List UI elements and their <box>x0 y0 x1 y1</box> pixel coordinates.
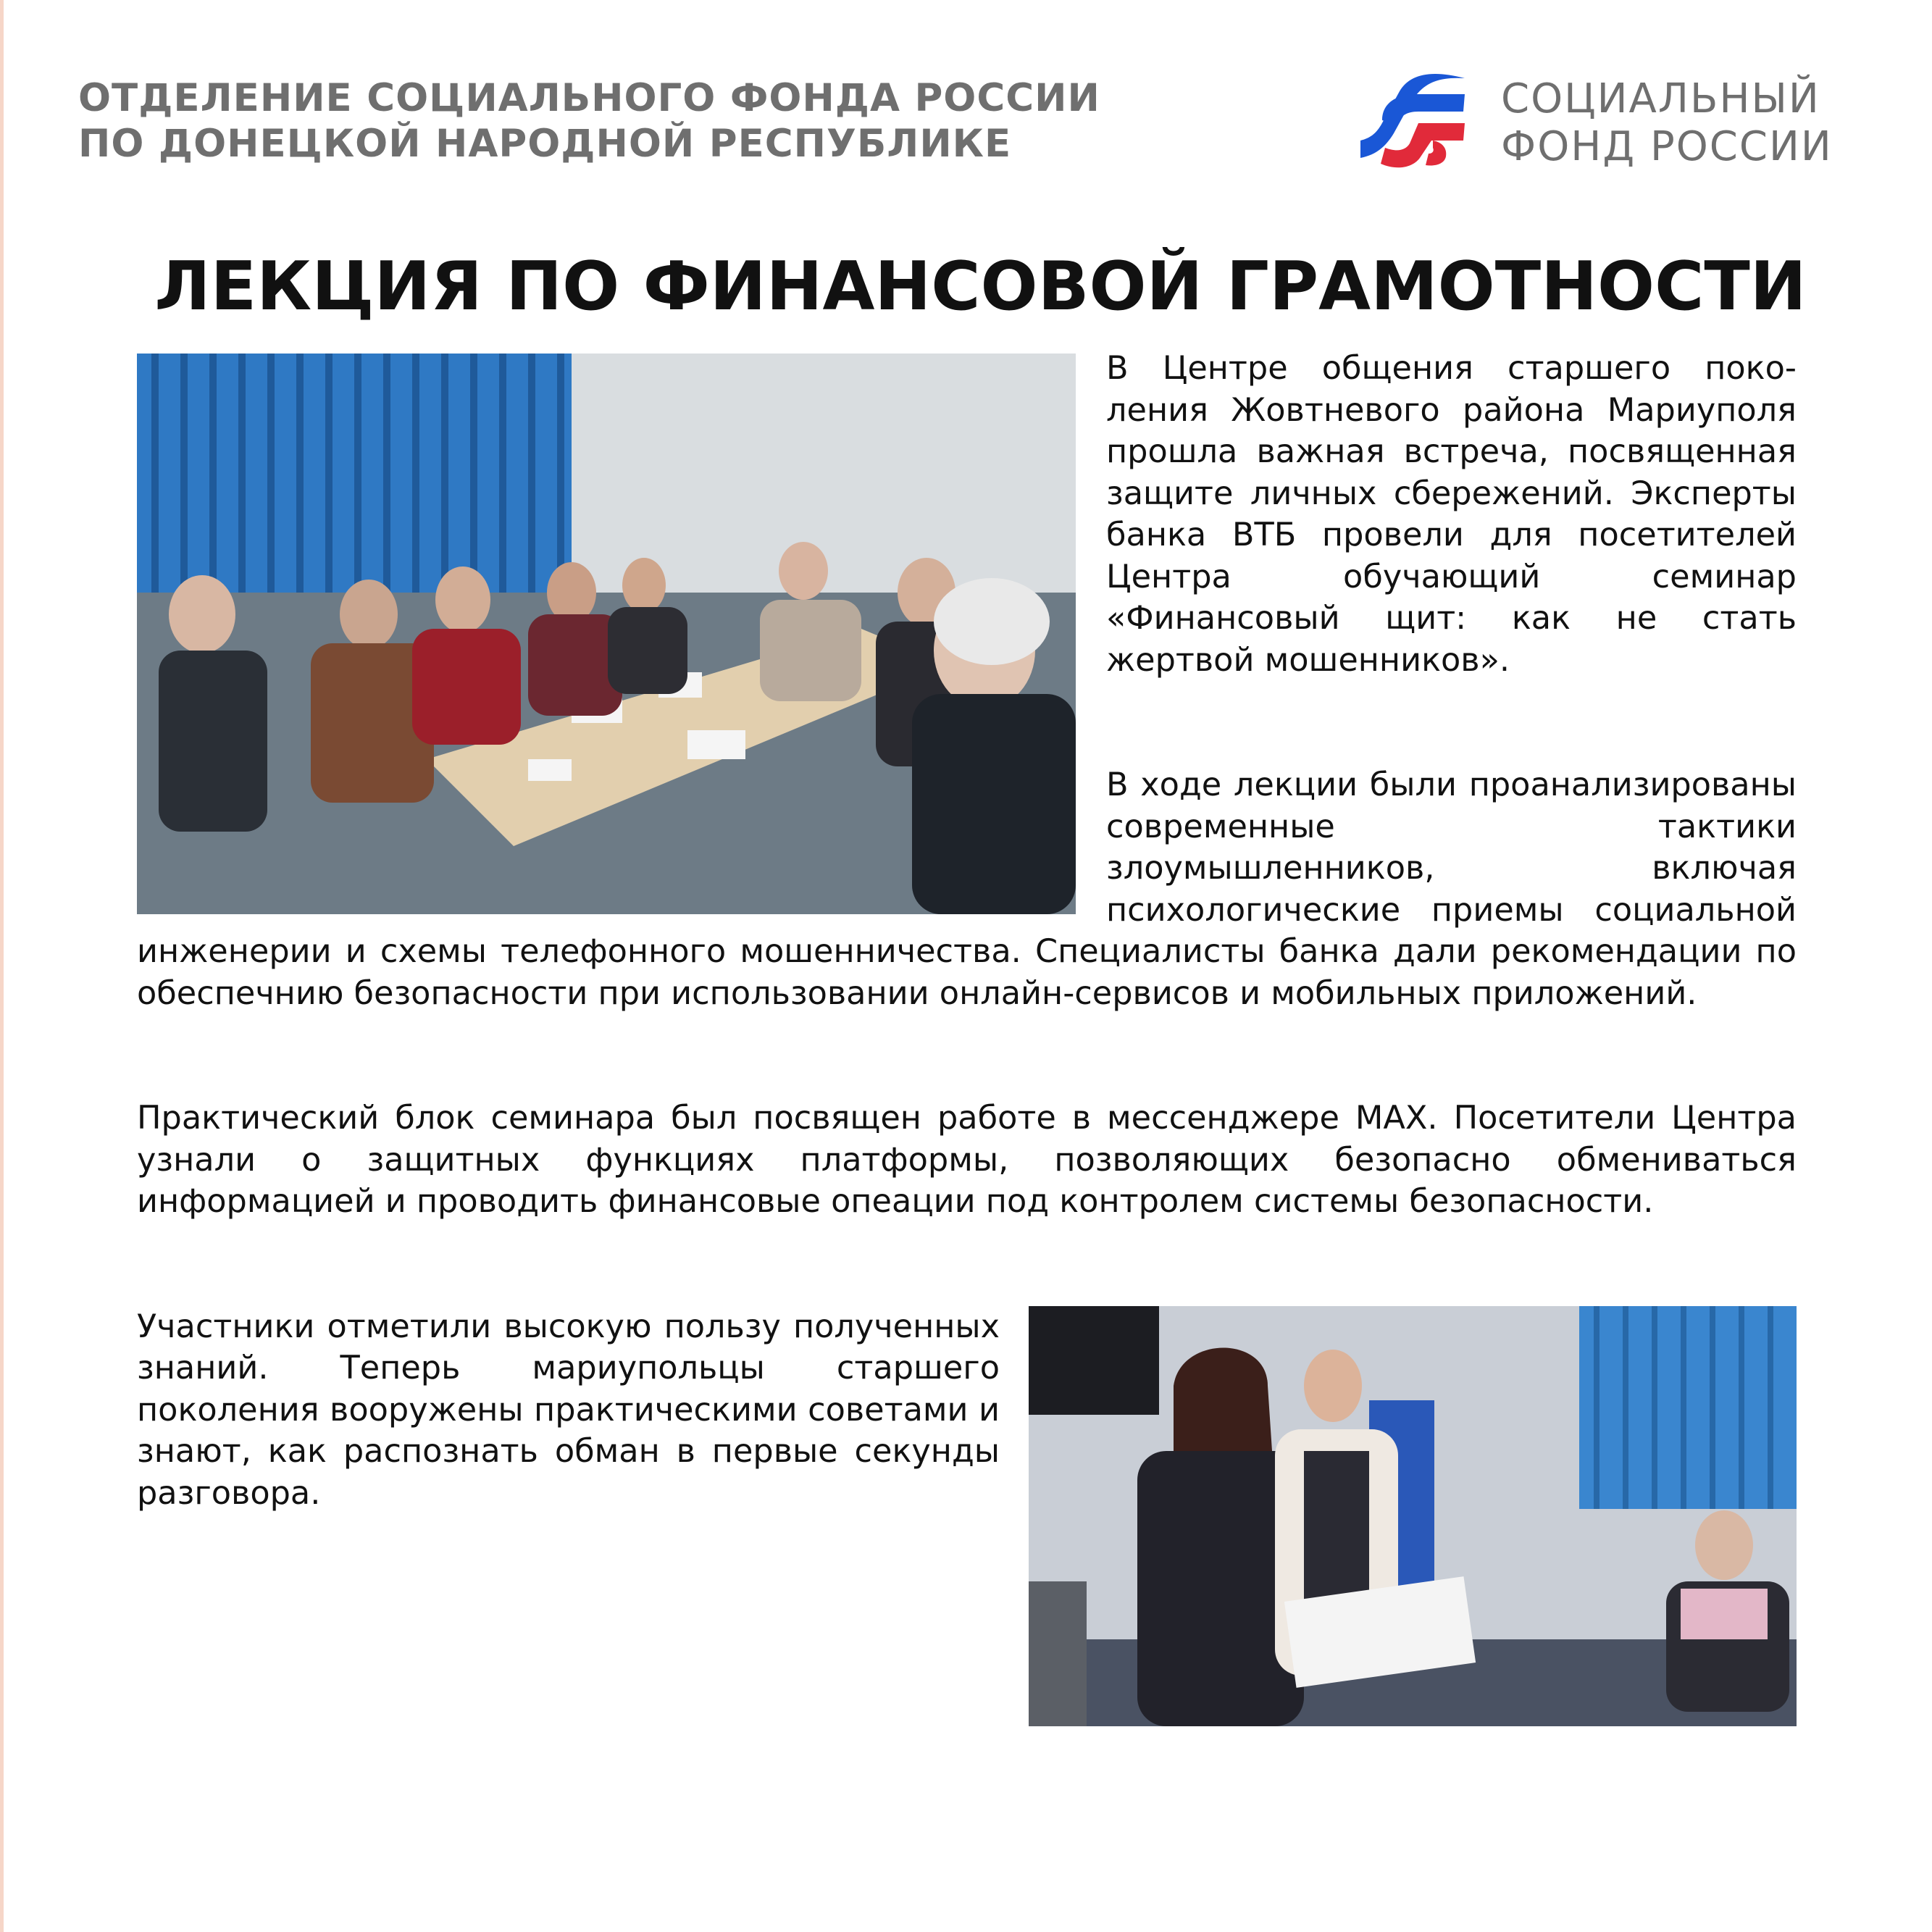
bank-experts-photo <box>1029 1306 1797 1726</box>
brand-line-1: СОЦИАЛЬНЫЙ <box>1501 75 1820 122</box>
org-line-2: ПО ДОНЕЦКОЙ НАРОДНОЙ РЕСПУБЛИКЕ <box>78 122 1012 166</box>
brand-line-2: ФОНД РОССИИ <box>1501 123 1833 170</box>
paragraph-2: В ходе лекции были проанализированы современные тактики злоумышленников, включая психологические приемы социальной инженерии и схемы телефонного мошенничества. Специалисты банка дали рекомендации по обеспечнию безопасности при использовании онлайн-сервисов и мобильных приложений. <box>137 766 1797 1012</box>
organization-name <box>78 75 1100 167</box>
page-title: ЛЕКЦИЯ ПО ФИНАНСОВОЙ ГРАМОТНОСТИ <box>154 247 1807 325</box>
org-line-1: ОТДЕЛЕНИЕ СОЦИАЛЬНОГО ФОНДА РОССИИ <box>78 76 1100 120</box>
paragraph-3: Практический блок семинара был посвящен работе в мессенджере MAX. Посетители Центра узнали о защитных функциях платформы, позволяющих безопасно обмениваться информацией и проводить финансовые опеации под контролем системы безопасности. <box>137 1099 1797 1220</box>
sfr-logo-icon <box>1356 72 1479 168</box>
brand-name <box>1501 75 1833 171</box>
seminar-group-photo <box>137 354 1076 914</box>
article-body <box>137 348 1797 1734</box>
paragraph-1: В Центре общения старшего поко-ления Жовтневого района Мариуполя прошла важная встреча, посвященная защите личных сбережений. Эксперты банка ВТБ провели для посетителей Центра обучающий семинар «Финансовый щит: как не стать жертвой мошенников». <box>1106 349 1797 679</box>
paragraph-4: Участники отметили высокую пользу полученных знаний. Теперь мариупольцы старшего поколения вооружены практическими советами и знают, как распознать обман в первые секунды разговора. <box>137 1307 1000 1512</box>
